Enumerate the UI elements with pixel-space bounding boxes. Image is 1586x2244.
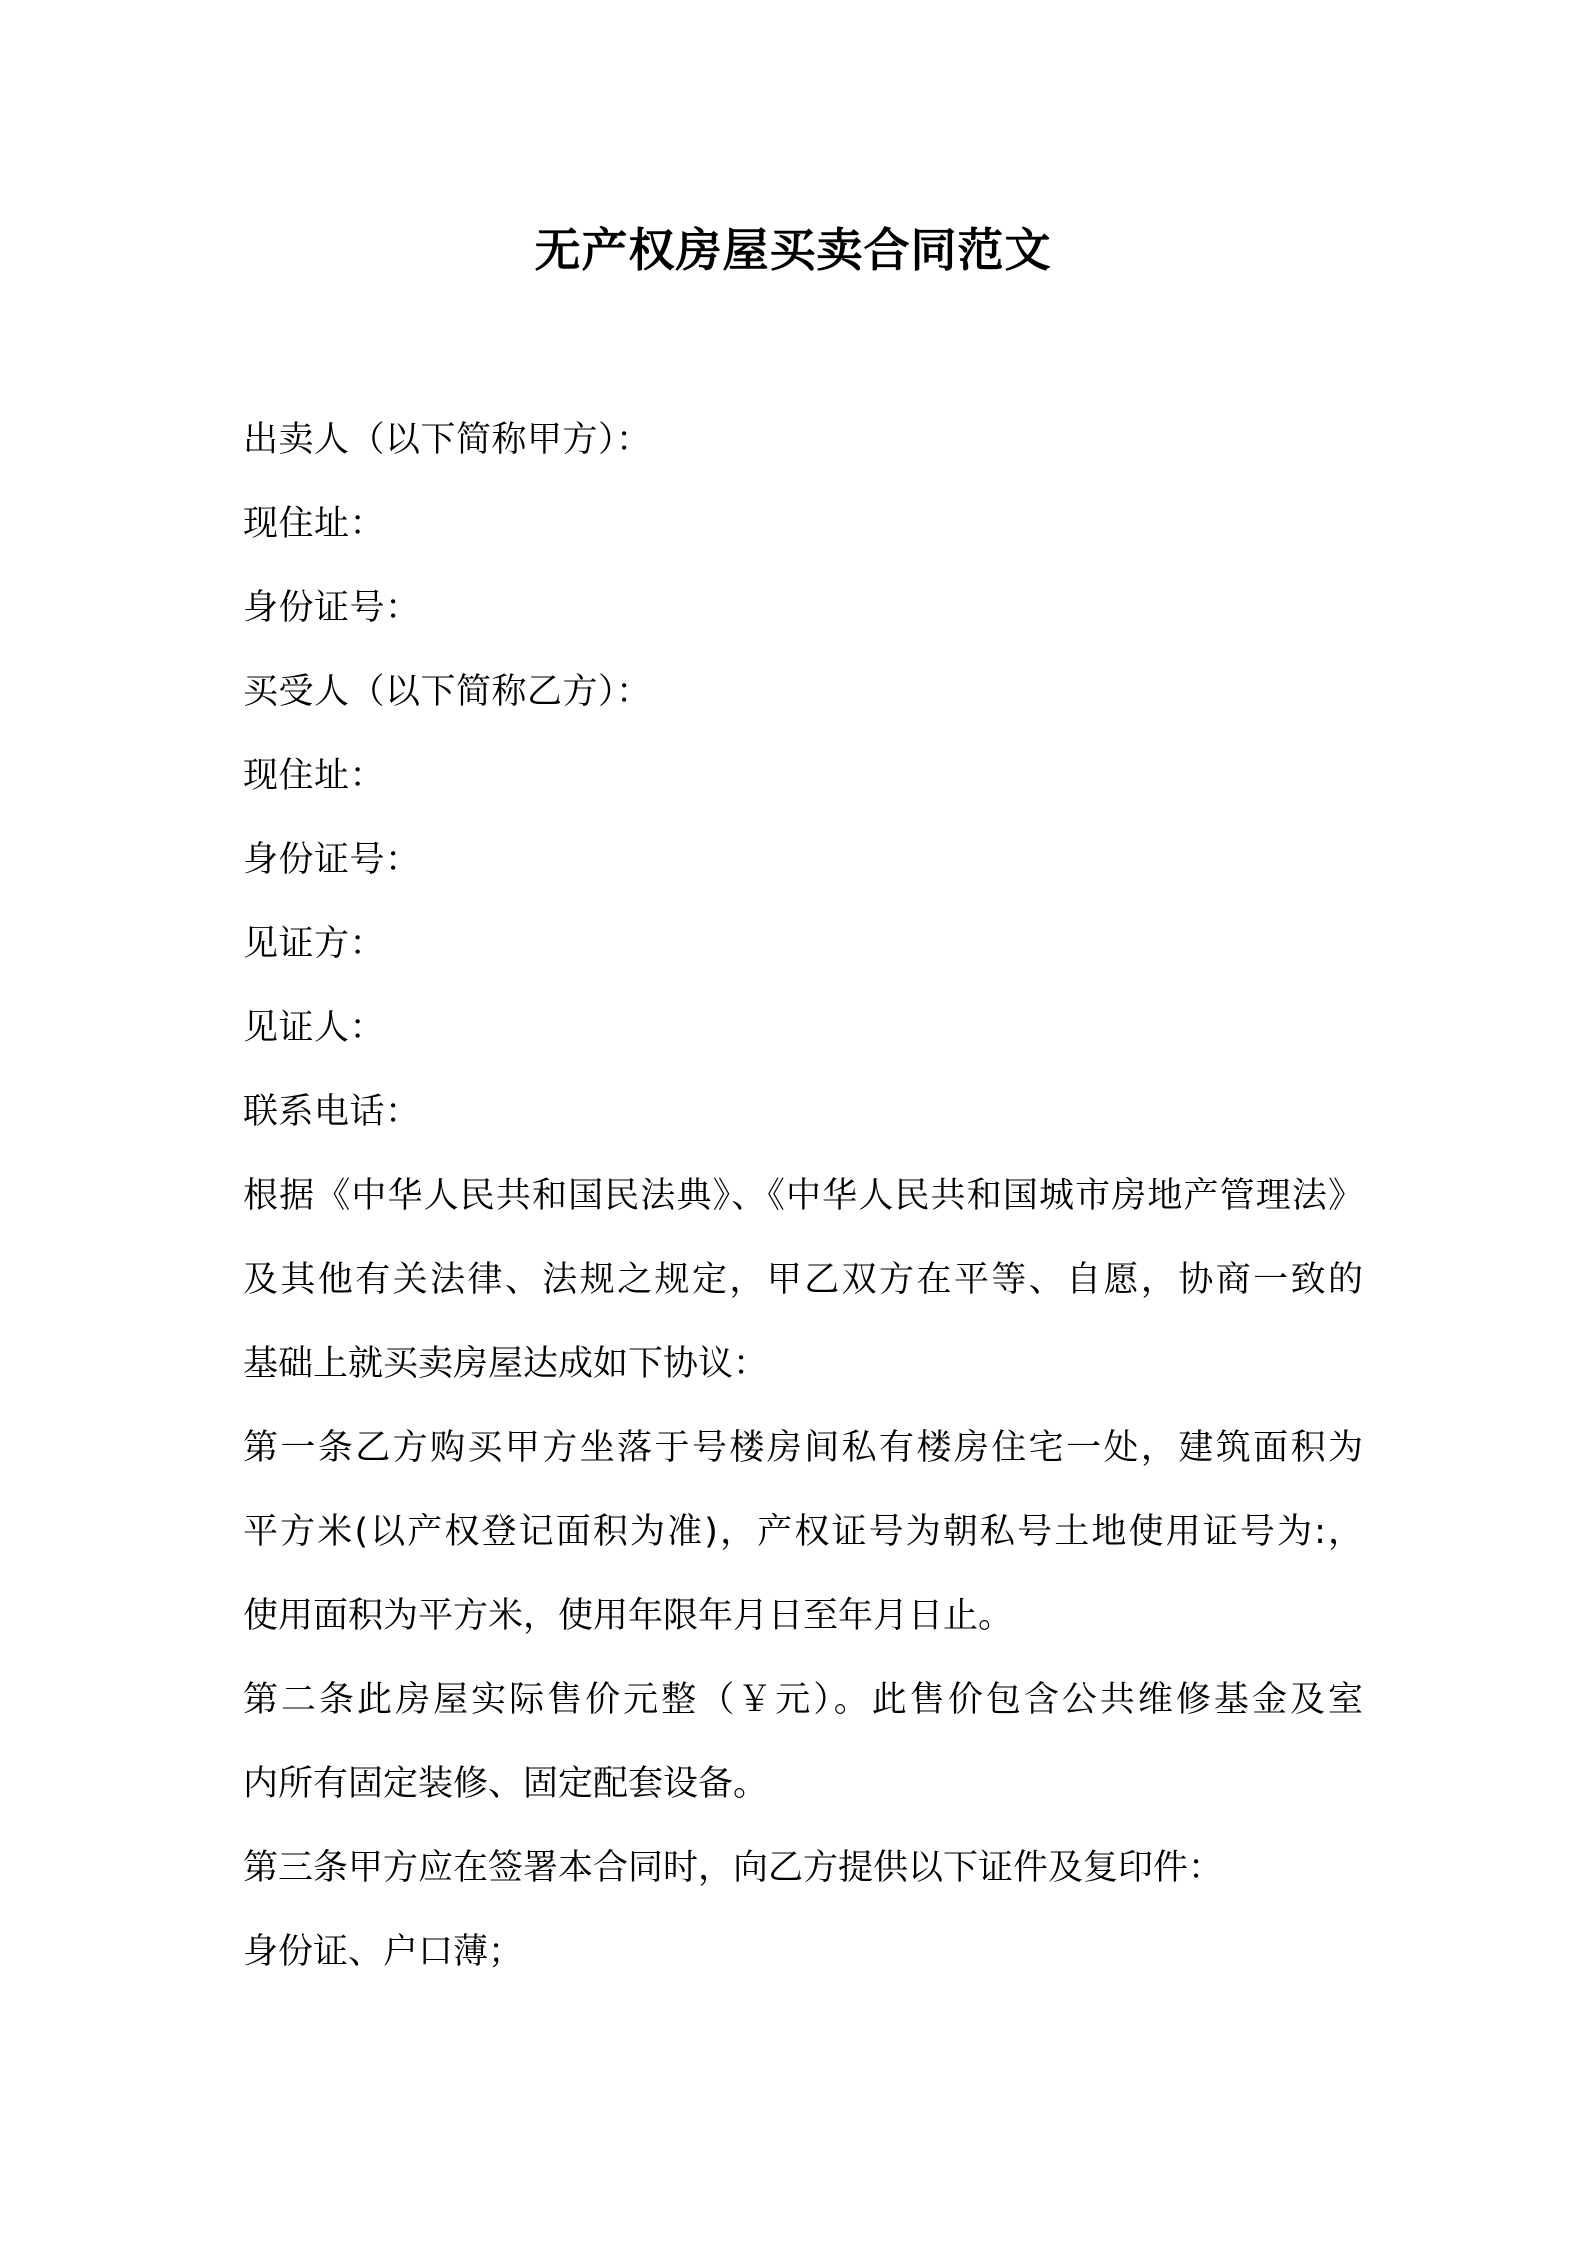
document-title: 无产权房屋买卖合同范文 xyxy=(534,223,1052,277)
preamble-line-1: 根据《中华人民共和国民法典》、《中华人民共和国城市房地产管理法》 xyxy=(243,1176,1363,1216)
preamble-line-3: 基础上就买卖房屋达成如下协议： xyxy=(243,1344,769,1384)
article3-line-2: 身份证、户口薄； xyxy=(243,1932,524,1972)
buyer-address-field: 现住址： xyxy=(243,756,386,796)
seller-id-field: 身份证号： xyxy=(243,588,421,628)
article2-line-2: 内所有固定装修、固定配套设备。 xyxy=(243,1764,769,1804)
buyer-field: 买受人（以下简称乙方）： xyxy=(243,672,652,712)
article1-line-3: 使用面积为平方米，使用年限年月日至年月日止。 xyxy=(243,1596,1014,1636)
witness-person-field: 见证人： xyxy=(243,1008,386,1048)
witness-party-field: 见证方： xyxy=(243,924,386,964)
article1-line-1: 第一条乙方购买甲方坐落于号楼房间私有楼房住宅一处，建筑面积为 xyxy=(243,1428,1363,1468)
buyer-id-field: 身份证号： xyxy=(243,840,421,880)
article1-line-2: 平方米(以产权登记面积为准)，产权证号为朝私号土地使用证号为:， xyxy=(243,1512,1363,1552)
article2-line-1: 第二条此房屋实际售价元整（￥元）。此售价包含公共维修基金及室 xyxy=(243,1680,1363,1720)
preamble-line-2: 及其他有关法律、法规之规定，甲乙双方在平等、自愿，协商一致的 xyxy=(243,1260,1363,1300)
seller-field: 出卖人（以下简称甲方）： xyxy=(243,420,652,460)
seller-address-field: 现住址： xyxy=(243,504,386,544)
article3-line-1: 第三条甲方应在签署本合同时，向乙方提供以下证件及复印件： xyxy=(243,1848,1224,1888)
phone-field: 联系电话： xyxy=(243,1092,421,1132)
document-body xyxy=(243,398,1363,1994)
